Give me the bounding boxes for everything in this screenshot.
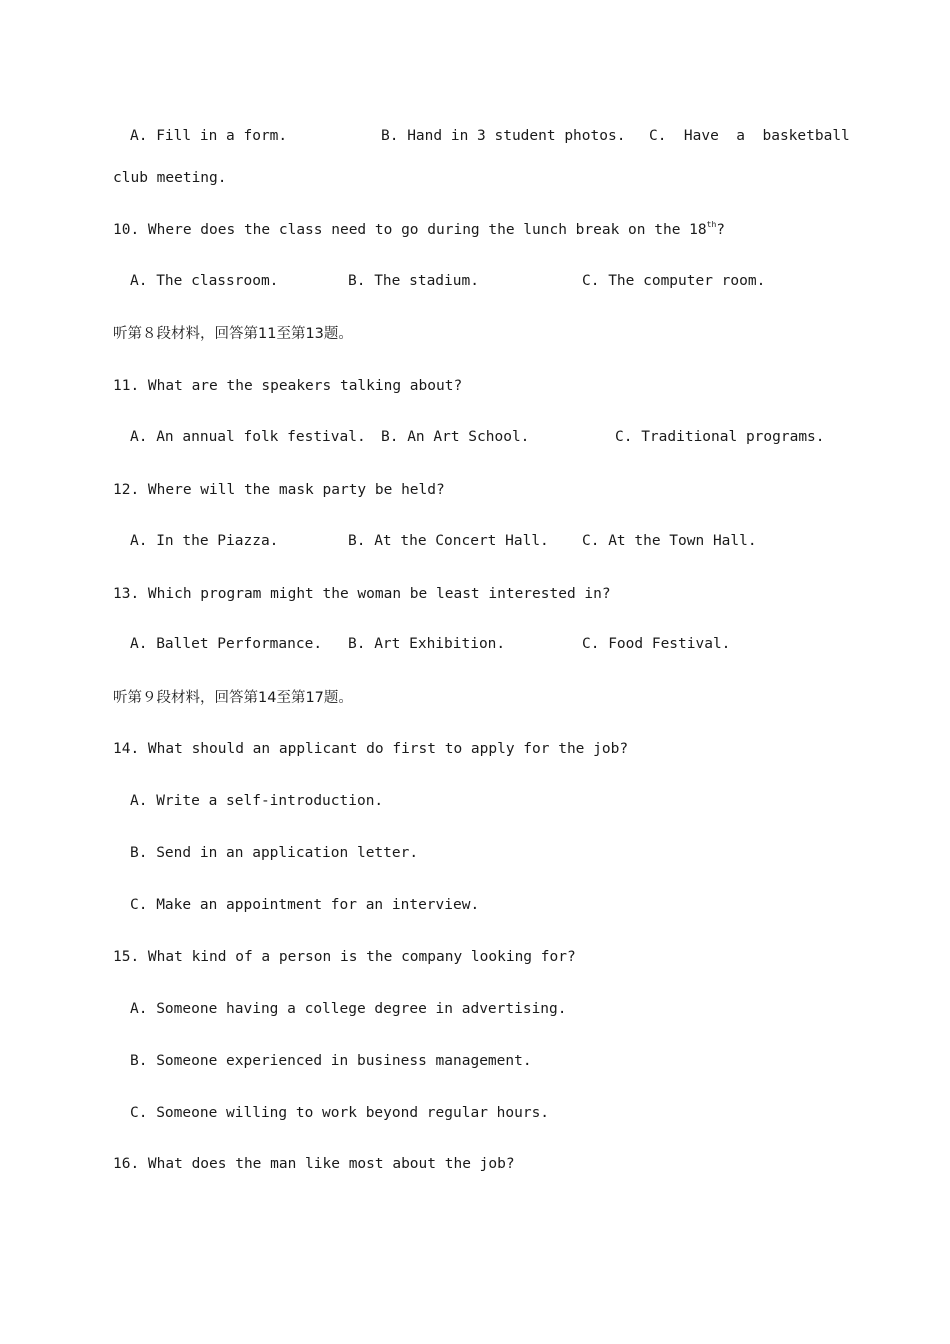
- q12-option-a: A. In the Piazza.: [130, 533, 279, 549]
- q11-option-a: A. An annual folk festival.: [130, 429, 366, 445]
- q11-option-b: B. An Art School.: [381, 429, 530, 445]
- q10-option-a: A. The classroom.: [130, 273, 279, 289]
- q9-option-a: A. Fill in a form.: [130, 128, 288, 144]
- q15-option-b: B. Someone experienced in business management.: [130, 1053, 532, 1069]
- q16-question: 16. What does the man like most about the job?: [113, 1156, 515, 1172]
- q13-question: 13. Which program might the woman be least interested in?: [113, 586, 611, 602]
- section-8-heading: 听第８段材料，回答第11至第13题。: [113, 326, 353, 342]
- q9-option-c-continuation: club meeting.: [113, 170, 227, 186]
- section-9-heading: 听第９段材料，回答第14至第17题。: [113, 690, 353, 706]
- q11-option-c: C. Traditional programs.: [615, 429, 825, 445]
- q10-question: [113, 220, 725, 240]
- q13-option-a: A. Ballet Performance.: [130, 636, 323, 652]
- q14-option-b: B. Send in an application letter.: [130, 845, 419, 861]
- q10-question-superscript: th: [706, 220, 717, 229]
- q10-option-b: B. The stadium.: [348, 273, 479, 289]
- q14-option-c: C. Make an appointment for an interview.: [130, 897, 480, 913]
- q10-question-text: 10. Where does the class need to go during the lunch break on the 18: [113, 222, 707, 238]
- q12-option-b: B. At the Concert Hall.: [348, 533, 549, 549]
- q15-option-c: C. Someone willing to work beyond regular hours.: [130, 1105, 550, 1121]
- q11-question: 11. What are the speakers talking about?: [113, 378, 463, 394]
- q13-option-c: C. Food Festival.: [582, 636, 731, 652]
- q12-option-c: C. At the Town Hall.: [582, 533, 757, 549]
- q13-option-b: B. Art Exhibition.: [348, 636, 506, 652]
- q12-question: 12. Where will the mask party be held?: [113, 482, 445, 498]
- q15-question: 15. What kind of a person is the company looking for?: [113, 949, 576, 965]
- q14-option-a: A. Write a self-introduction.: [130, 793, 384, 809]
- q15-option-a: A. Someone having a college degree in advertising.: [130, 1001, 567, 1017]
- q9-option-c: C. Have a basketball: [649, 128, 850, 144]
- q10-question-suffix: ?: [716, 222, 725, 238]
- q14-question: 14. What should an applicant do first to apply for the job?: [113, 741, 629, 757]
- q10-option-c: C. The computer room.: [582, 273, 766, 289]
- q9-option-b: B. Hand in 3 student photos.: [381, 128, 626, 144]
